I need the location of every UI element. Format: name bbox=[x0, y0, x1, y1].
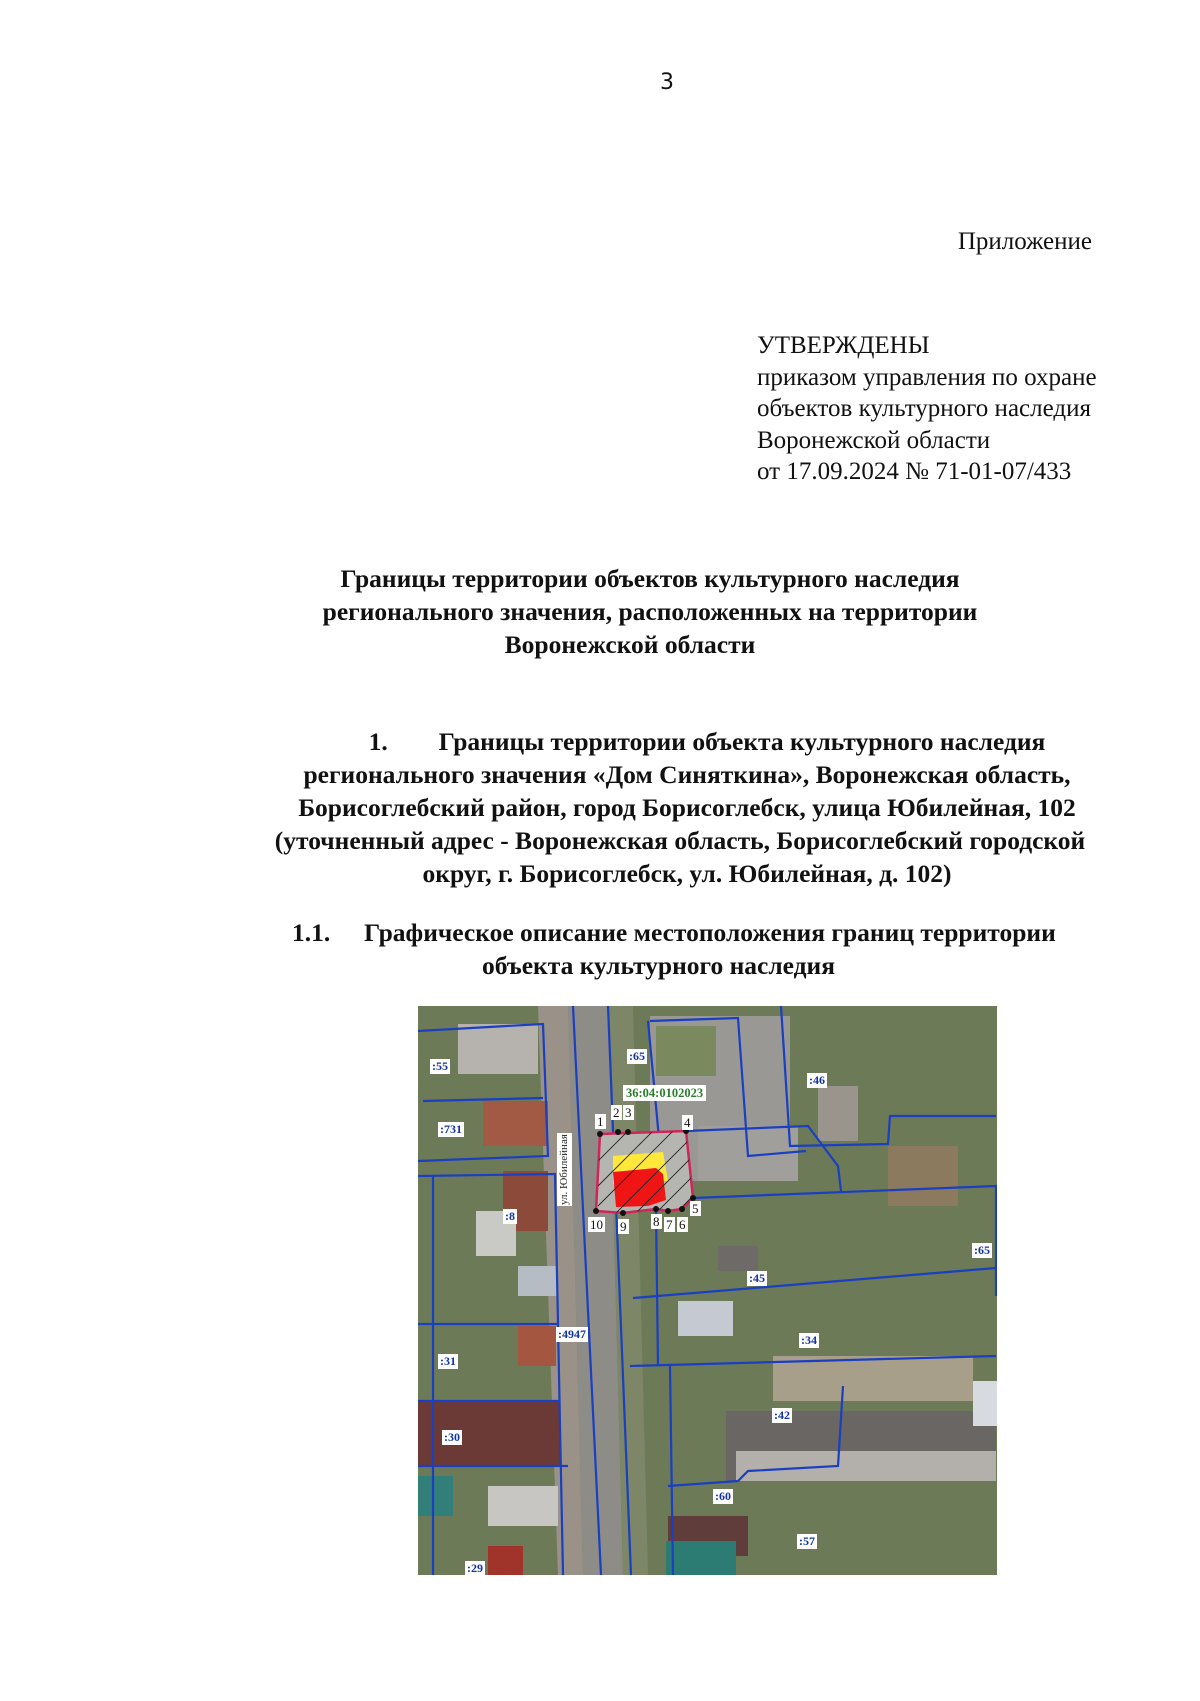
parcel-label: :65 bbox=[974, 1243, 990, 1257]
subsection-text: объекта культурного наследия bbox=[482, 951, 836, 980]
section-1-first-line bbox=[222, 725, 1152, 758]
boundary-point-label: 6 bbox=[679, 1217, 686, 1232]
title-line: регионального значения, расположенных на территории bbox=[322, 597, 978, 626]
parcel-label: :731 bbox=[440, 1122, 462, 1136]
cadastral-quarter-label: 36:04:0102023 bbox=[623, 1085, 706, 1101]
document-title bbox=[0, 562, 1200, 661]
cadastral-map bbox=[418, 1006, 997, 1575]
boundary-point-label: 9 bbox=[620, 1219, 627, 1234]
section-number: 1. bbox=[368, 727, 388, 756]
parcel-label: :60 bbox=[715, 1489, 731, 1503]
parcel-label: :4947 bbox=[558, 1327, 586, 1341]
parcel-label: :46 bbox=[809, 1073, 825, 1087]
parcel-label: :29 bbox=[467, 1561, 483, 1575]
parcel-label: :55 bbox=[432, 1059, 448, 1073]
approval-line: приказом управления по охране bbox=[757, 363, 1097, 391]
parcel-label: :45 bbox=[749, 1271, 765, 1285]
approval-order-number: от 17.09.2024 № 71-01-07/433 bbox=[757, 458, 1072, 485]
approval-heading: УТВЕРЖДЕНЫ bbox=[757, 332, 930, 359]
section-text: Границы территории объекта культурного наследия bbox=[438, 727, 1046, 756]
boundary-point-label: 5 bbox=[692, 1201, 699, 1216]
appendix-label: Приложение bbox=[957, 228, 1092, 255]
parcel-label: :42 bbox=[774, 1408, 790, 1422]
boundary-point-label: 4 bbox=[684, 1115, 691, 1130]
section-1-heading bbox=[222, 725, 1152, 890]
title-line: Воронежской области bbox=[504, 630, 756, 659]
boundary-point-label: 3 bbox=[625, 1105, 632, 1120]
title-line: Границы территории объектов культурного наследия bbox=[340, 564, 960, 593]
section-text: округ, г. Борисоглебск, ул. Юбилейная, д. 102) bbox=[422, 859, 952, 888]
boundary-point-label: 1 bbox=[597, 1114, 604, 1129]
street-label: ул. Юбилейная bbox=[558, 1134, 570, 1205]
parcel-label: :34 bbox=[801, 1333, 817, 1347]
boundary-point-label: 2 bbox=[613, 1105, 620, 1120]
approval-line: Воронежской области bbox=[757, 426, 991, 454]
parcel-label: :31 bbox=[440, 1354, 456, 1368]
parcel-label: :65 bbox=[629, 1049, 645, 1063]
aerial-photo bbox=[418, 1006, 997, 1575]
subsection-text: Графическое описание местоположения границ территории bbox=[364, 918, 1056, 947]
section-text: Борисоглебский район, город Борисоглебск, улица Юбилейная, 102 bbox=[298, 793, 1076, 822]
parcel-label: :8 bbox=[505, 1209, 515, 1223]
boundary-point-label: 10 bbox=[590, 1217, 603, 1232]
subsection-number: 1.1. bbox=[292, 918, 331, 947]
section-text: (уточненный адрес - Воронежская область, Борисоглебский городской bbox=[274, 826, 1086, 855]
section-1-1-heading bbox=[292, 916, 1056, 982]
section-text: регионального значения «Дом Синяткина», Воронежская область, bbox=[303, 760, 1071, 789]
boundary-point-label: 8 bbox=[653, 1214, 660, 1229]
page-number: 3 bbox=[660, 70, 674, 95]
approval-line: объектов культурного наследия bbox=[757, 395, 1091, 422]
parcel-label: :30 bbox=[444, 1430, 460, 1444]
boundary-point-label: 7 bbox=[666, 1217, 673, 1232]
approval-block bbox=[757, 330, 1097, 488]
parcel-label: :57 bbox=[799, 1534, 815, 1548]
